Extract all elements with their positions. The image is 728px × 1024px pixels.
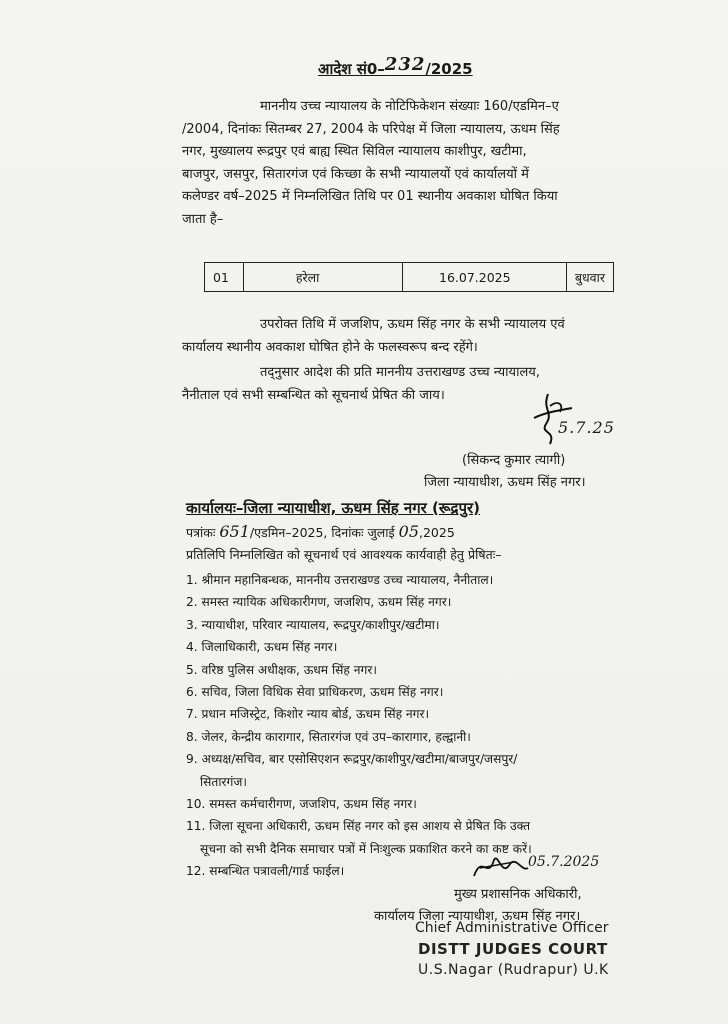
recipient-list	[186, 569, 532, 883]
intro-line: जाता है–	[182, 211, 224, 227]
judge-signature-date: 5.7.25	[558, 418, 615, 437]
holiday-table	[204, 262, 614, 292]
stamp-line-1: Chief Administrative Officer	[415, 920, 609, 936]
list-item: 12. सम्बन्धित पत्रावली/गार्ड फाईल।	[186, 864, 345, 879]
intro-line: माननीय उच्च न्यायालय के नोटिफिकेशन संख्याः 160/एडमिन–ए	[260, 99, 559, 114]
intro-line: कलेण्डर वर्ष–2025 में निम्नलिखित तिथि पर 01 स्थानीय अवकाश घोषित किया	[182, 189, 558, 204]
order-title-prefix: आदेश सं0–	[318, 60, 385, 78]
intro-line: /2004, दिनांकः सितम्बर 27, 2004 के परिपेक्ष में जिला न्यायालय, ऊधम सिंह	[182, 121, 560, 137]
holiday-serial: 01	[205, 263, 244, 292]
holiday-name: हरेला	[243, 263, 402, 292]
list-item: 11. जिला सूचना अधिकारी, ऊधम सिंह नगर को इस आशय से प्रेषित कि उक्त	[186, 819, 531, 834]
list-item: 10. समस्त कर्मचारीगण, जजशिप, ऊधम सिंह नगर।	[186, 797, 417, 812]
stamp-line-2: DISTT JUDGES COURT	[418, 940, 608, 958]
intro-line: बाजपुर, जसपुर, सितारगंज एवं किच्छा के सभी न्यायालयों एवं कार्यालयों में	[182, 166, 529, 182]
list-item: 5. वरिष्ठ पुलिस अधीक्षक, ऊधम सिंह नगर।	[186, 662, 377, 677]
list-item-continuation: सितारगंज।	[200, 774, 248, 789]
intro-paragraph	[182, 96, 614, 231]
judge-name: (सिकन्द कुमार त्यागी)	[462, 453, 566, 468]
list-item: 1. श्रीमान महानिबन्धक, माननीय उत्तराखण्ड उच्च न्यायालय, नैनीताल।	[186, 573, 494, 587]
officer-office: कार्यालय जिला न्यायाधीश, ऊधम सिंह नगर।	[374, 909, 581, 924]
officer-designation: मुख्य प्रशासनिक अधिकारी,	[454, 887, 582, 902]
closure-line: उपरोक्त तिथि में जजशिप, ऊधम सिंह नगर के सभी न्यायालय एवं	[260, 317, 565, 332]
ref-year: ,2025	[419, 525, 455, 540]
officer-signature-date: 05.7.2025	[528, 854, 600, 870]
stamp-line-3: U.S.Nagar (Rudrapur) U.K	[418, 962, 609, 978]
list-item: 6. सचिव, जिला विधिक सेवा प्राधिकरण, ऊधम सिंह नगर।	[186, 685, 444, 700]
copy-intro: प्रतिलिपि निम्नलिखित को सूचनार्थ एवं आवश्यक कार्यवाही हेतु प्रेषितः–	[186, 547, 502, 562]
closure-paragraph	[182, 314, 565, 359]
office-heading: कार्यालयः–जिला न्यायाधीश, ऊधम सिंह नगर (रूद्रपुर)	[186, 499, 481, 517]
list-item: 2. समस्त न्यायिक अधिकारीगण, जजशिप, ऊधम सिंह नगर।	[186, 595, 452, 610]
ref-number-handwritten: 651	[219, 522, 250, 541]
ref-day-handwritten: 05	[398, 522, 419, 541]
list-item: 9. अध्यक्ष/सचिव, बार एसोसिएशन रूद्रपुर/काशीपुर/खटीमा/बाजपुर/जसपुर/	[186, 752, 518, 767]
list-item: 3. न्यायाधीश, परिवार न्यायालय, रूद्रपुर/काशीपुर/खटीमा।	[186, 617, 440, 632]
forwarding-line: नैनीताल एवं सभी सम्बन्धित को सूचनार्थ प्रेषित की जाय।	[182, 387, 445, 403]
holiday-date: 16.07.2025	[403, 263, 567, 292]
list-item-continuation: सूचना को सभी दैनिक समाचार पत्रों में निःशुल्क प्रकाशित करने का कष्ट करें।	[200, 841, 532, 856]
intro-line: नगर, मुख्यालय रूद्रपुर एवं बाह्य स्थित सिविल न्यायालय काशीपुर, खटीमा,	[182, 144, 527, 159]
forwarding-paragraph	[182, 362, 540, 407]
reference-line	[186, 522, 455, 541]
forwarding-line: तद्नुसार आदेश की प्रति माननीय उत्तराखण्ड उच्च न्यायालय,	[260, 365, 540, 380]
closure-line: कार्यालय स्थानीय अवकाश घोषित होने के फलस्वरूप बन्द रहेंगे।	[182, 339, 478, 355]
judge-designation: जिला न्यायाधीश, ऊधम सिंह नगर।	[424, 475, 586, 490]
order-title-suffix: /2025	[425, 60, 473, 78]
order-title	[318, 54, 473, 79]
ref-prefix: पत्रांकः	[186, 525, 216, 540]
ref-mid: /एडमिन–2025, दिनांकः जुलाई	[249, 525, 395, 540]
officer-signature	[470, 850, 530, 884]
table-row	[205, 263, 614, 292]
order-number-handwritten: 232	[384, 54, 426, 75]
list-item: 8. जेलर, केन्द्रीय कारागार, सितारगंज एवं उप–कारागार, हल्द्वानी।	[186, 729, 471, 744]
list-item: 7. प्रधान मजिस्ट्रेट, किशोर न्याय बोर्ड, ऊधम सिंह नगर।	[186, 707, 430, 722]
list-item: 4. जिलाधिकारी, ऊधम सिंह नगर।	[186, 640, 338, 655]
holiday-day: बुधवार	[566, 263, 613, 292]
